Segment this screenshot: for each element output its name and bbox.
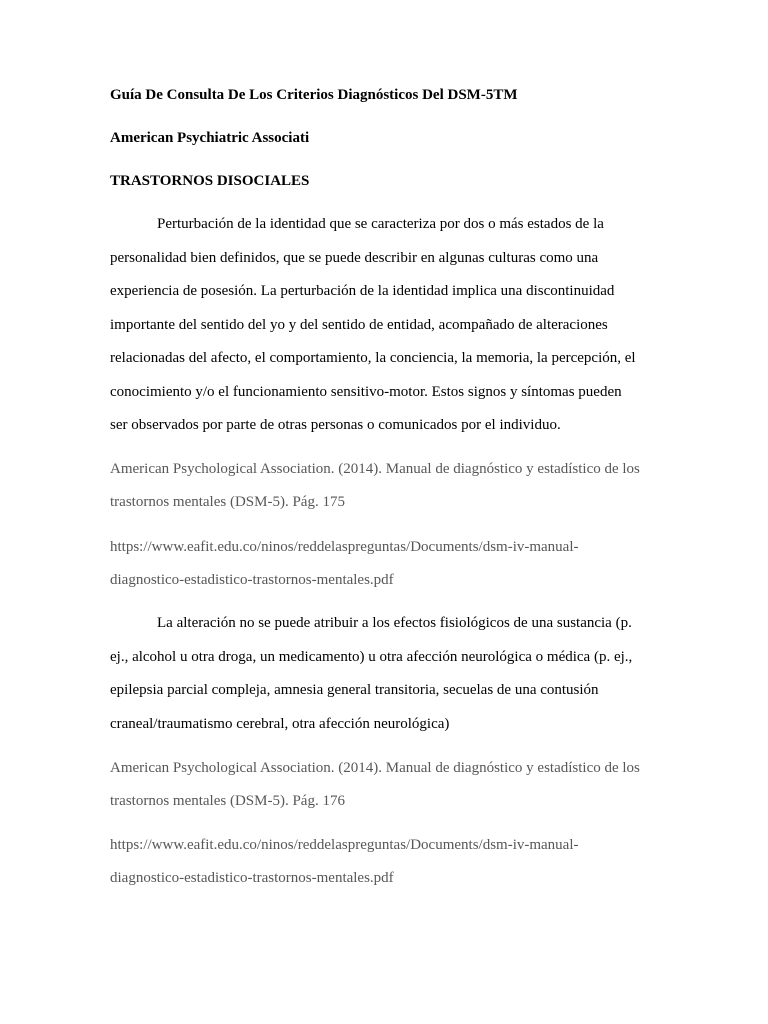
- paragraph-line: epilepsia parcial compleja, amnesia general transitoria, secuelas de una contusión: [110, 682, 599, 698]
- paragraph-line: craneal/traumatismo cerebral, otra afección neurológica): [110, 716, 450, 732]
- paragraph-line: ej., alcohol u otra droga, un medicamento) u otra afección neurológica o médica (p. ej.,: [110, 649, 633, 665]
- citation-line: trastornos mentales (DSM-5). Pág. 176: [110, 793, 345, 809]
- paragraph-line: importante del sentido del yo y del sentido de entidad, acompañado de alteraciones: [110, 317, 608, 333]
- paragraph-line: relacionadas del afecto, el comportamiento, la conciencia, la memoria, la percepción, el: [110, 350, 636, 366]
- url-line: https://www.eafit.edu.co/ninos/reddelaspreguntas/Documents/dsm-iv-manual-: [110, 539, 579, 555]
- paragraph-line: La alteración no se puede atribuir a los efectos fisiológicos de una sustancia (p.: [157, 615, 632, 631]
- document-title: Guía De Consulta De Los Criterios Diagnósticos Del DSM-5TM: [110, 87, 518, 103]
- section-heading: TRASTORNOS DISOCIALES: [110, 173, 310, 189]
- citation-line: American Psychological Association. (2014). Manual de diagnóstico y estadístico de los: [110, 461, 640, 477]
- paragraph-line: conocimiento y/o el funcionamiento sensitivo-motor. Estos signos y síntomas pueden: [110, 384, 622, 400]
- url-line: diagnostico-estadistico-trastornos-mentales.pdf: [110, 870, 394, 886]
- paragraph-line: ser observados por parte de otras personas o comunicados por el individuo.: [110, 417, 561, 433]
- citation-line: American Psychological Association. (2014). Manual de diagnóstico y estadístico de los: [110, 760, 640, 776]
- url-line: https://www.eafit.edu.co/ninos/reddelaspreguntas/Documents/dsm-iv-manual-: [110, 837, 579, 853]
- document-author: American Psychiatric Associati: [110, 130, 310, 146]
- paragraph-line: personalidad bien definidos, que se puede describir en algunas culturas como una: [110, 250, 599, 266]
- paragraph-line: Perturbación de la identidad que se caracteriza por dos o más estados de la: [157, 216, 604, 232]
- paragraph-line: experiencia de posesión. La perturbación de la identidad implica una discontinuidad: [110, 283, 615, 299]
- citation-line: trastornos mentales (DSM-5). Pág. 175: [110, 494, 345, 510]
- url-line: diagnostico-estadistico-trastornos-mentales.pdf: [110, 572, 394, 588]
